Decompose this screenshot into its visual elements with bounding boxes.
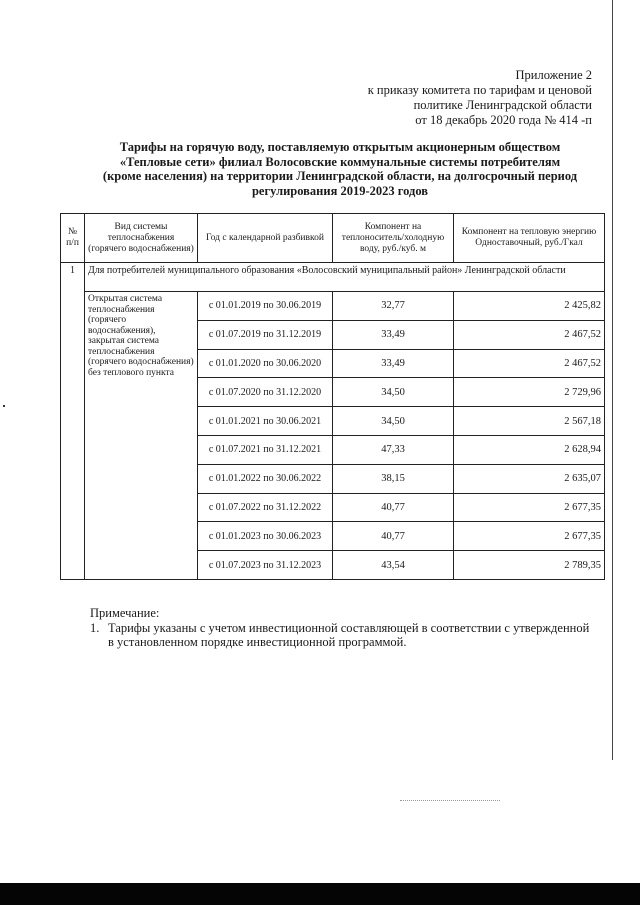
heat-component-cell: 2 789,35 bbox=[454, 551, 605, 580]
tariff-table bbox=[60, 213, 605, 580]
heat-component-cell: 2 628,94 bbox=[454, 435, 605, 464]
header-heat-component: Компонент на тепловую энергию Одноставочный, руб./Гкал bbox=[454, 214, 605, 263]
scan-edge-line bbox=[612, 0, 613, 760]
document-title bbox=[70, 140, 610, 198]
period-cell: с 01.01.2019 по 30.06.2019 bbox=[198, 292, 333, 321]
heat-component-cell: 2 567,18 bbox=[454, 407, 605, 436]
period-cell: с 01.01.2022 по 30.06.2022 bbox=[198, 464, 333, 493]
appendix-date-number: от 18 декабрь 2020 года № 414 -п bbox=[415, 113, 592, 127]
appendix-header bbox=[368, 68, 592, 128]
heat-component-cell: 2 729,96 bbox=[454, 378, 605, 407]
heat-component-cell: 2 467,52 bbox=[454, 320, 605, 349]
consumer-description: Для потребителей муниципального образования «Волосовский муниципальный район» Ленинградской области bbox=[85, 263, 605, 292]
heat-component-cell: 2 467,52 bbox=[454, 349, 605, 378]
row-number: 1 bbox=[61, 263, 85, 580]
period-cell: с 01.07.2021 по 31.12.2021 bbox=[198, 435, 333, 464]
note-heading: Примечание: bbox=[90, 606, 160, 620]
header-water-component: Компонент на теплоноситель/холодную воду, руб./куб. м bbox=[333, 214, 454, 263]
header-period: Год с календарной разбивкой bbox=[198, 214, 333, 263]
water-component-cell: 38,15 bbox=[333, 464, 454, 493]
consumer-row bbox=[61, 263, 605, 292]
header-system: Вид системы теплоснабжения (горячего водоснабжения) bbox=[85, 214, 198, 263]
system-type-cell: Открытая система теплоснабжения (горячего водоснабжения), закрытая система теплоснабжения (горячего водоснабжения) без теплового пункта bbox=[85, 292, 198, 580]
note-text-line1: Тарифы указаны с учетом инвестиционной составляющей в соответствии с утвержденной bbox=[108, 621, 590, 635]
note-item bbox=[90, 621, 610, 649]
title-line: «Тепловые сети» филиал Волосовские коммунальные системы потребителям bbox=[119, 154, 561, 169]
water-component-cell: 34,50 bbox=[333, 378, 454, 407]
period-cell: с 01.01.2021 по 30.06.2021 bbox=[198, 407, 333, 436]
water-component-cell: 43,54 bbox=[333, 551, 454, 580]
scan-speck bbox=[3, 405, 5, 407]
appendix-label: Приложение 2 bbox=[515, 68, 592, 82]
period-cell: с 01.07.2023 по 31.12.2023 bbox=[198, 551, 333, 580]
table-header-row bbox=[61, 214, 605, 263]
period-cell: с 01.07.2019 по 31.12.2019 bbox=[198, 320, 333, 349]
table-row bbox=[61, 292, 605, 321]
water-component-cell: 32,77 bbox=[333, 292, 454, 321]
title-line: регулирования 2019-2023 годов bbox=[251, 183, 429, 198]
appendix-order-ref: к приказу комитета по тарифам и ценовой bbox=[367, 83, 592, 97]
title-line: (кроме населения) на территории Ленинградской области, на долгосрочный период bbox=[102, 169, 578, 183]
water-component-cell: 40,77 bbox=[333, 493, 454, 522]
period-cell: с 01.07.2022 по 31.12.2022 bbox=[198, 493, 333, 522]
water-component-cell: 33,49 bbox=[333, 349, 454, 378]
heat-component-cell: 2 635,07 bbox=[454, 464, 605, 493]
water-component-cell: 40,77 bbox=[333, 522, 454, 551]
period-cell: с 01.01.2020 по 30.06.2020 bbox=[198, 349, 333, 378]
period-cell: с 01.07.2020 по 31.12.2020 bbox=[198, 378, 333, 407]
scan-dots bbox=[400, 800, 500, 803]
header-num: № п/п bbox=[61, 214, 85, 263]
water-component-cell: 33,49 bbox=[333, 320, 454, 349]
note-text-line2: в установленном порядке инвестиционной программой. bbox=[108, 635, 407, 649]
heat-component-cell: 2 677,35 bbox=[454, 493, 605, 522]
title-line: Тарифы на горячую воду, поставляемую открытым акционерным обществом bbox=[119, 140, 561, 154]
heat-component-cell: 2 425,82 bbox=[454, 292, 605, 321]
appendix-committee: политике Ленинградской области bbox=[413, 98, 592, 112]
scan-bottom-band bbox=[0, 883, 640, 905]
note-number: 1. bbox=[90, 621, 100, 635]
period-cell: с 01.01.2023 по 30.06.2023 bbox=[198, 522, 333, 551]
water-component-cell: 47,33 bbox=[333, 435, 454, 464]
heat-component-cell: 2 677,35 bbox=[454, 522, 605, 551]
water-component-cell: 34,50 bbox=[333, 407, 454, 436]
